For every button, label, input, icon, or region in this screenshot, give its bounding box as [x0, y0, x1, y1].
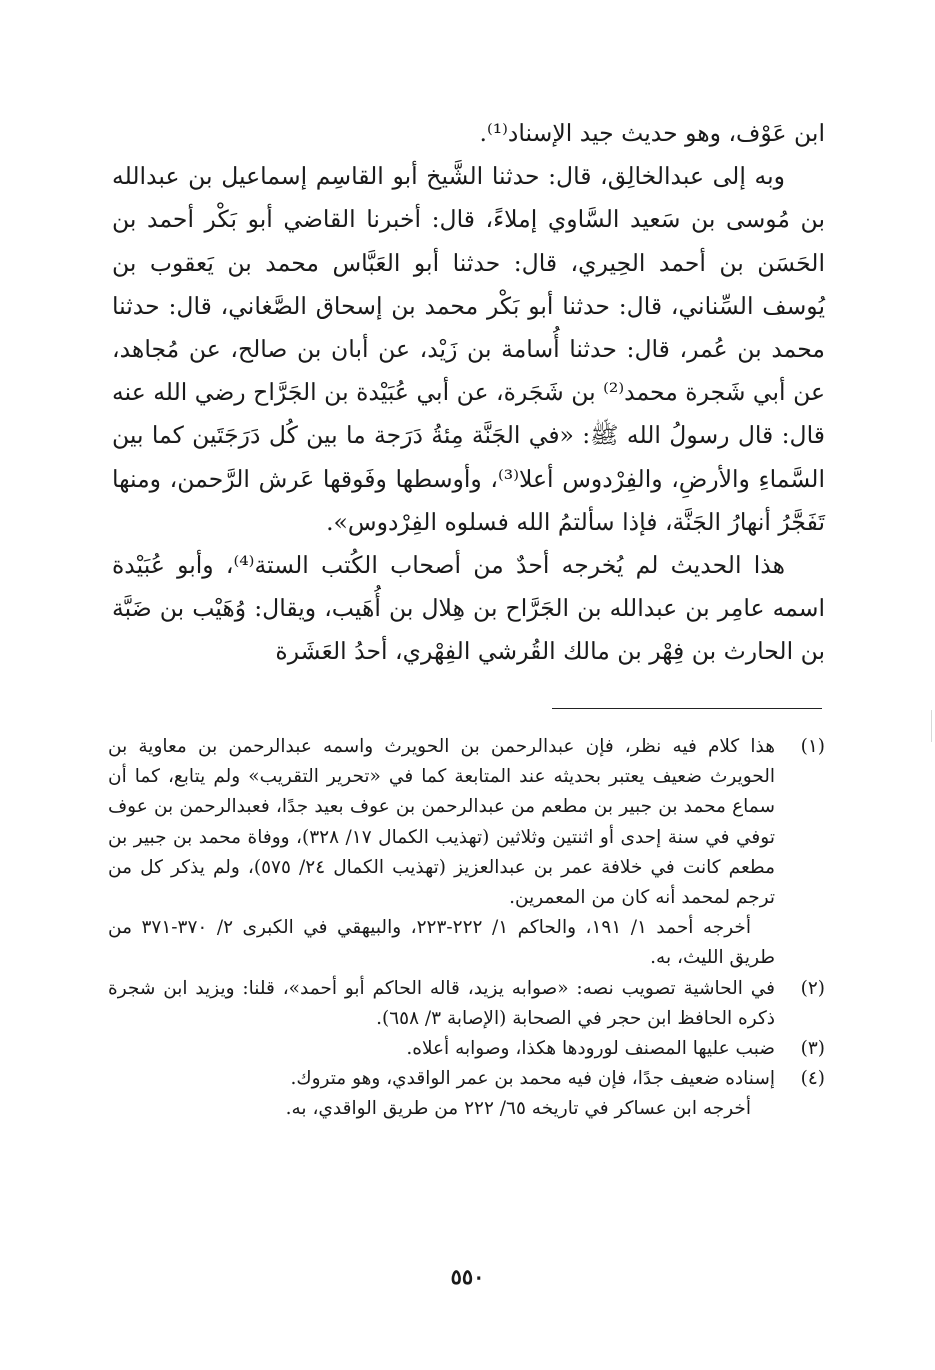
margin-mark [931, 710, 932, 742]
footnote-divider [552, 708, 822, 709]
footnote-3 [108, 1034, 825, 1064]
footnote-text: هذا كلام فيه نظر، فإن عبدالرحمن بن الحويرث واسمه عبدالرحمن بن معاوية بن الحويرث ضعيف يعتبر بحديثه عند المتابعة كما في «تحرير التقريب» ولم يتابع، كما أن سماع محمد بن جبير بن مطعم من عبدالرحمن بن عوف بعيد جدًا، فعبدالرحمن بن عوف توفي في سنة إحدى أو اثنتين وثلاثين (تهذيب الكمال ١٧/ ٣٢٨)، ووفاة محمد بن جبير بن مطعم كانت في خلافة عمر بن عبدالعزيز (تهذيب الكمال ٢٤/ ٥٧٥)، ولم يذكر كل من ترجم لمحمد أنه كان من المعمرين. [108, 736, 775, 909]
footnote-number: (٤) [800, 1068, 825, 1090]
footnote-number: (١) [800, 736, 825, 757]
footnote-4-extra: أخرجه ابن عساكر في تاريخه ٦٥/ ٢٢٢ من طريق الواقدي، به. [285, 1098, 751, 1120]
footnote-text: ضبب عليها المصنف لورودها هكذا، وصوابه أعلاه. [406, 1038, 775, 1060]
main-text [112, 112, 825, 674]
footnote-4 [108, 1064, 825, 1094]
footnote-1 [108, 732, 825, 913]
paragraph-2: وبه إلى عبدالخالِق، قال: حدثنا الشَّيخ أبو القاسِم إسماعيل بن عبدالله بن مُوسى بن سَعيد السَّاوي إملاءً، قال: أخبرنا القاضي أبو بَكْر أحمد بن الحَسَن بن أحمد الحِيري، قال: حدثنا أبو العَبَّاس محمد بن يَعقوب بن يُوسف السِّناني، قال: حدثنا أبو بَكْر محمد بن إسحاق الصَّغاني، قال: حدثنا محمد بن عُمر، قال: حدثنا أُسامة بن زَيْد، عن أبان بن صالح، عن مُجاهد، عن أبي شَجرة محمد⁽²⁾ بن شَجَرة، عن أبي عُبَيْدة بن الجَرَّاح رضي الله عنه قال: قال رسولُ الله ﷺ: «في الجَنَّة مِئةُ دَرَجة ما بين كُل دَرَجَتَين كما بين السَّماءِ والأرضِ، والفِرْدوس أعلا⁽³⁾، وأوسطها وفَوقها عَرش الرَّحمن، ومنها تَفَجَّرُ أنهارُ الجَنَّة، فإذا سألتمُ الله فسلوه الفِرْدوس». [112, 162, 825, 536]
footnotes [108, 732, 825, 1125]
footnote-text: إسناده ضعيف جدًا، فإن فيه محمد بن عمر الواقدي، وهو متروك. [290, 1068, 775, 1090]
footnote-number: (٢) [800, 977, 825, 999]
paragraph-3: هذا الحديث لم يُخرجه أحدٌ من أصحاب الكُتب الستة⁽⁴⁾، وأبو عُبَيْدة اسمه عامِر بن عبدالله بن الجَرَّاح بن هِلال بن أُهَيب، ويقال: وُهَيْب بن ضَبَّة بن الحارث بن فِهْر بن مالك القُرشي الفِهْري، أحدُ العَشَرة [112, 551, 825, 666]
footnote-1-extra: أخرجه أحمد ١/ ١٩١، والحاكم ١/ ٢٢٢-٢٢٣، والبيهقي في الكبرى ٢/ ٣٧٠-٣٧١ من طريق الليث، به. [108, 917, 775, 969]
footnote-2 [108, 974, 825, 1034]
page-number: ٥٥٠ [450, 1264, 485, 1289]
footnote-text: في الحاشية تصويب نصه: «صوابه يزيد، قاله الحاكم أبو أحمد»، قلنا: ويزيد ابن شجرة ذكره الحافظ ابن حجر في الصحابة (الإصابة ٣/ ٦٥٨). [108, 977, 775, 1029]
paragraph-1: ابن عَوْف، وهو حديث جيد الإسناد⁽¹⁾. [479, 119, 825, 147]
footnote-number: (٣) [800, 1038, 825, 1060]
